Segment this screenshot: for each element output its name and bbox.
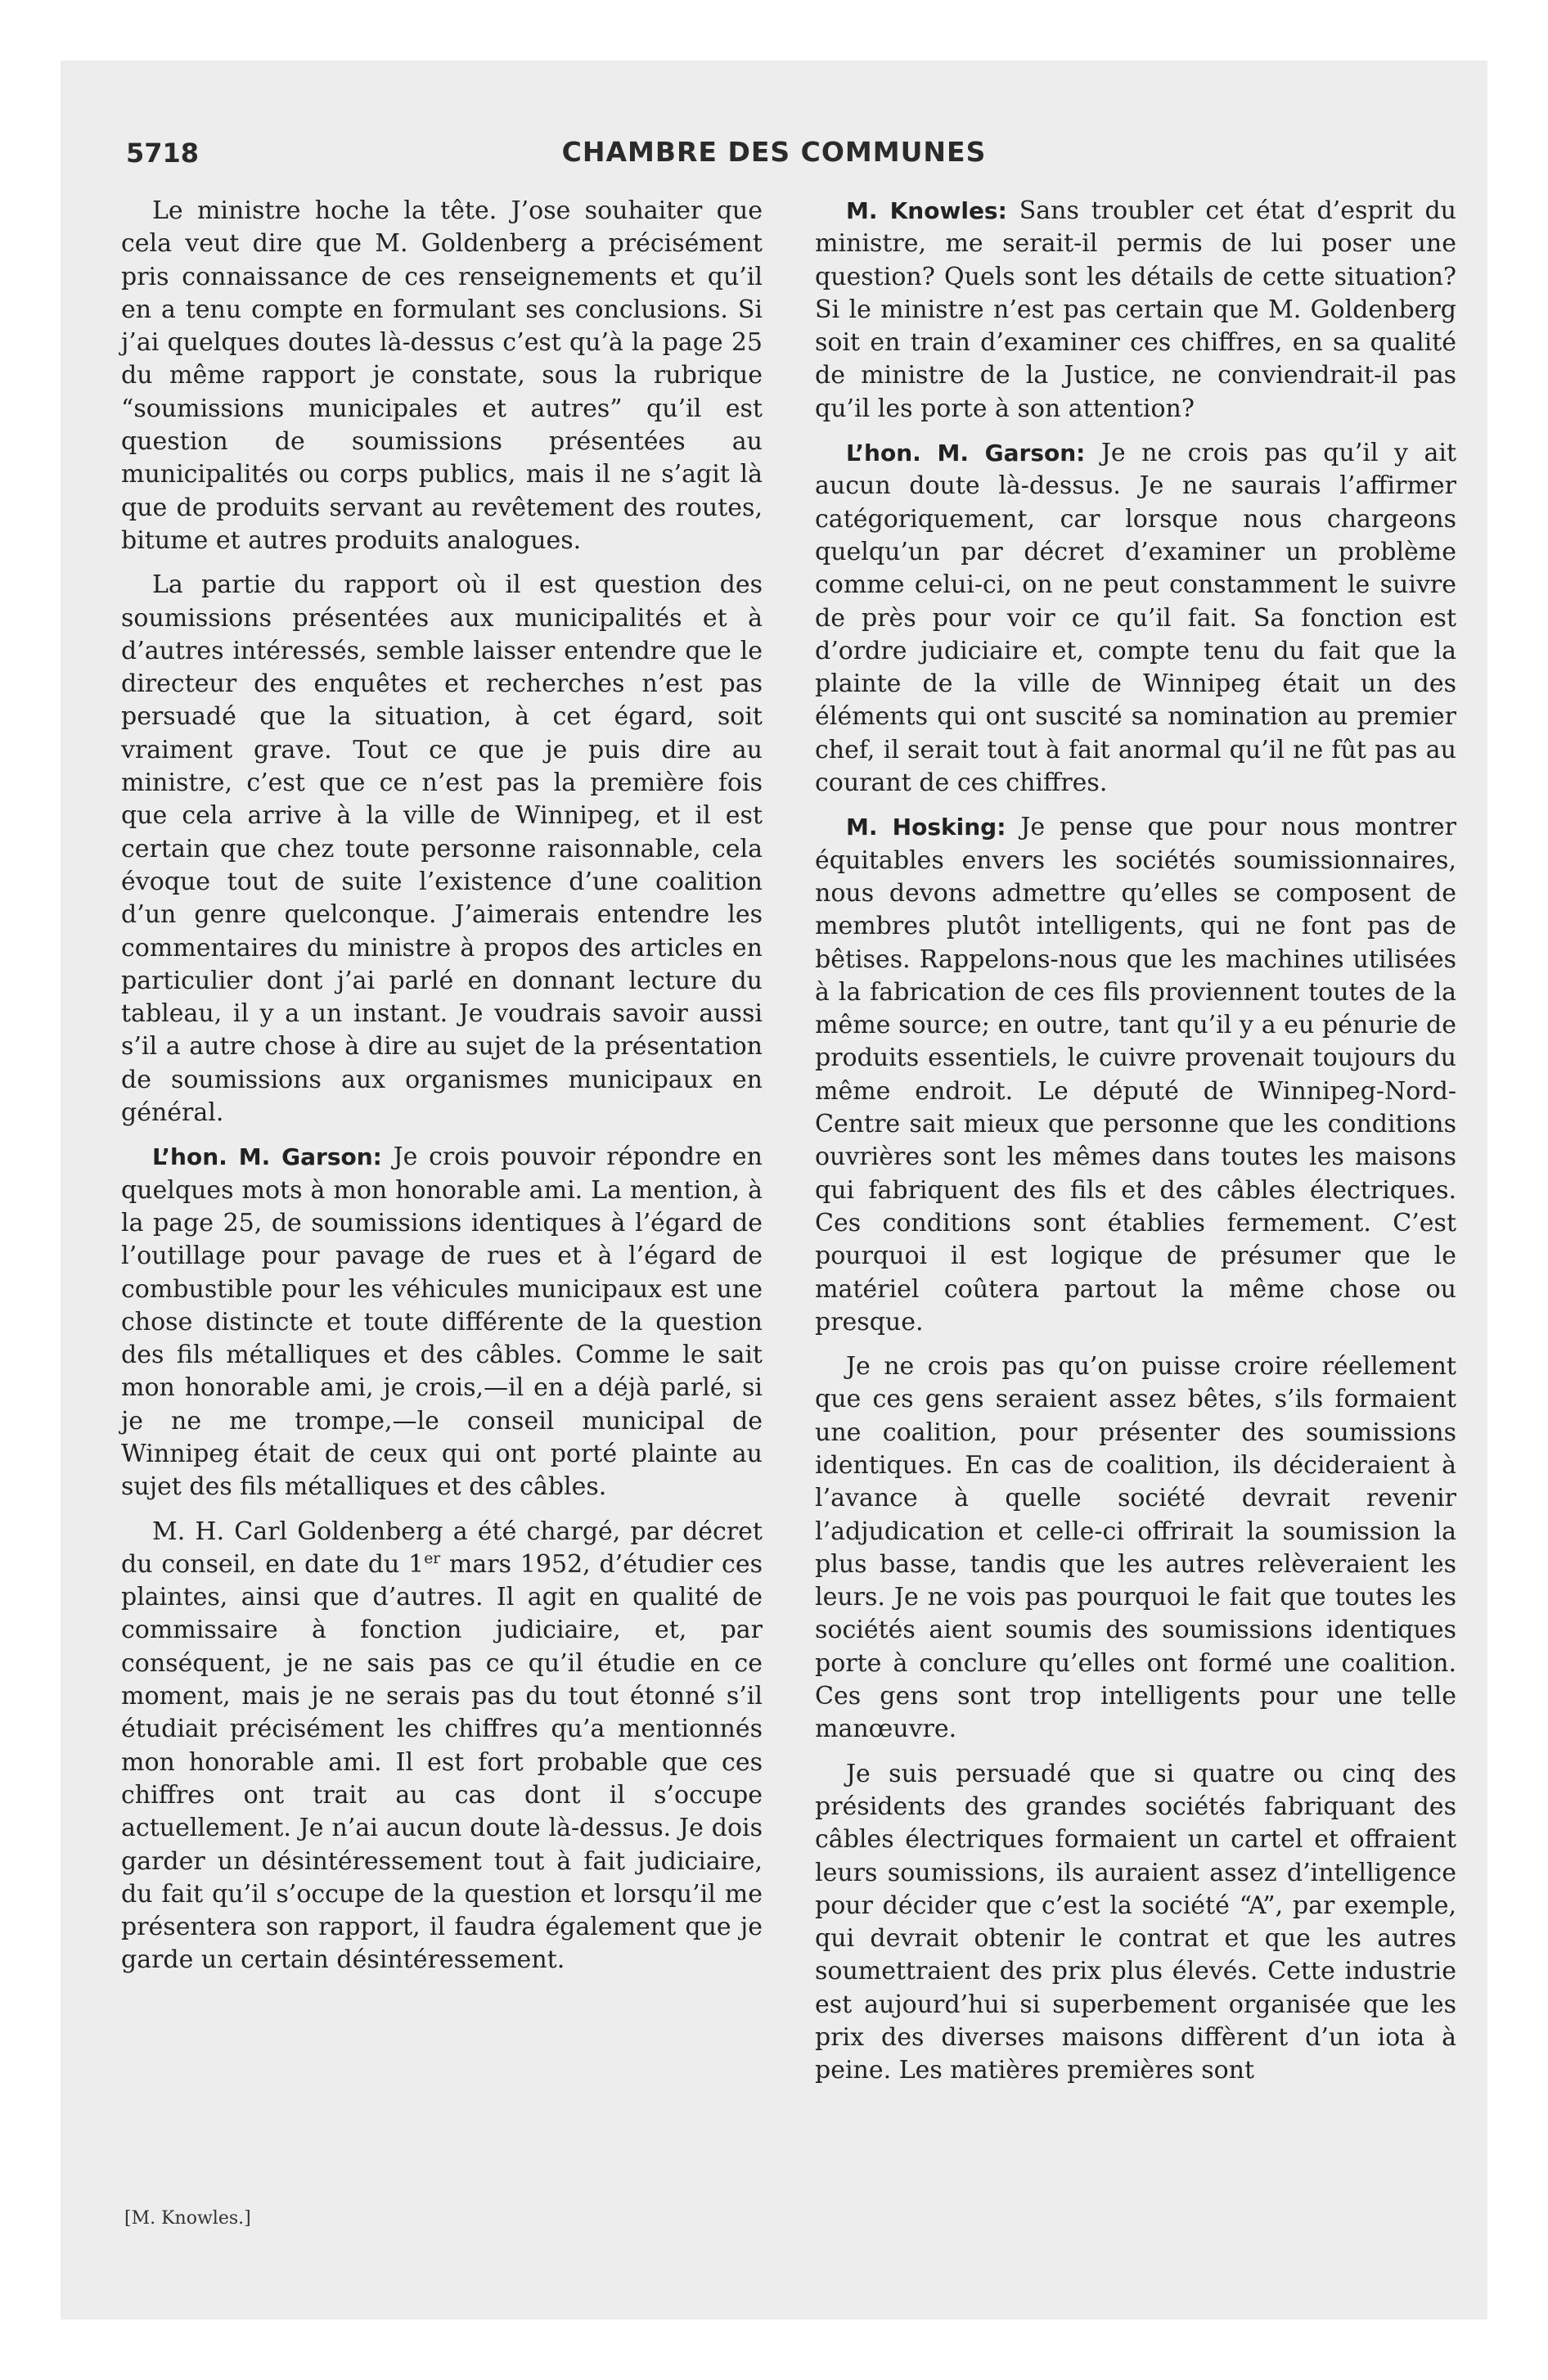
speaker-name: L’hon. M. Garson: [152, 1143, 382, 1171]
speech-text: mars 1952, d’étudier ces plaintes, ainsi que d’autres. Il agit en qualité de commissaire à fonction judiciaire, et, par conséquent, je ne sais pas ce qu’il étudie en ce moment, mais je ne serais pas du tout étonné s’il étudiait précisément les chiffres qu’a mentionnés mon honorable ami. Il est fort probable que ces chiffres ont trait au cas dont il s’occupe actuellement. Je n’ai aucun doute là-dessus. Je dois garder un désintéressement tout à fait judiciaire, du fait qu’il s’occupe de la question et lorsqu’il me présentera son rapport, il faudra également que je garde un certain désintéressement. [121, 1549, 763, 1975]
speech-text: Je ne crois pas qu’il y ait aucun doute là-dessus. Je ne saurais l’affirmer catégoriquement, car lorsque nous chargeons quelqu’un par décret d’examiner un problème comme celui-ci, on ne peut constamment le suivre de près pour voir ce qu’il fait. Sa fonction est d’ordre judiciaire et, compte tenu du fait que la plainte de la ville de Winnipeg était un des éléments qui ont suscité sa nomination au premier chef, il serait tout à fait anormal qu’il ne fût pas au courant de ces chiffres. [815, 439, 1457, 798]
speech-text: M. H. Carl Goldenberg a été chargé, par décret du conseil, en date du 1 [121, 1517, 763, 1579]
right-column [815, 195, 1456, 2099]
speech-text: Je pense que pour nous montrer équitables envers les sociétés soumissionnaires, nous devons admettre qu’elles se composent de membres plutôt intelligents, qui ne font pas de bêtises. Rappelons-nous que les machines utilisées à la fabrication de ces fils proviennent toutes de la même source; en outre, tant qu’il y a eu pénurie de produits essentiels, le cuivre provenait toujours du même endroit. Le député de Winnipeg-Nord-Centre sait mieux que personne que les conditions ouvrières sont les mêmes dans toutes les maisons qui fabriquent des fils et des câbles électriques. Ces conditions sont établies fermement. C’est pourquoi il est logique de présumer que le matériel coûtera partout la même chose ou presque. [815, 813, 1456, 1336]
paragraph: La partie du rapport où il est question des soumissions présentées aux municipalités et à d’autres intéressés, semble laisser entendre que le directeur des enquêtes et recherches n’est pas persuadé que la situation, à cet égard, soit vraiment grave. Tout ce que je puis dire au ministre, c’est que ce n’est pas la première fois que cela arrive à la ville de Winnipeg, et il est certain que chez toute personne raisonnable, cela évoque tout de suite l’existence d’une coalition d’un genre quelconque. J’aimerais entendre les commentaires du ministre à propos des articles en particulier dont j’ai parlé en donnant lecture du tableau, il y a un instant. Je voudrais savoir aussi s’il a autre chose à dire au sujet de la présentation de soumissions aux organismes municipaux en général. [121, 570, 763, 1128]
paragraph: Le ministre hoche la tête. J’ose souhaiter que cela veut dire que M. Goldenberg a précisément pris connaissance de ces renseignements et qu’il en a tenu compte en formulant ses conclusions. Si j’ai quelques doutes là-dessus c’est qu’à la page 25 du même rapport je constate, sous la rubrique “soumissions municipales et autres” qu’il est question de soumissions présentées au municipalités ou corps publics, mais il ne s’agit là que de produits servant au revêtement des routes, bitume et autres produits analogues. [121, 196, 763, 555]
speaker-footnote: [M. Knowles.] [124, 2208, 251, 2229]
paragraph: Je ne crois pas qu’on puisse croire réellement que ces gens seraient assez bêtes, s’ils formaient une coalition, pour présenter des soumissions identiques. En cas de coalition, ils décideraient à l’avance à quelle société devrait revenir l’adjudication et celle-ci offrirait la soumission la plus basse, tandis que les autres relèveraient les leurs. Je ne vois pas pourquoi le fait que toutes les sociétés aient soumis des soumissions identiques porte à conclure qu’elles ont formé une coalition. Ces gens sont trop intelligents pour une telle manœuvre. [815, 1352, 1456, 1744]
ordinal-superscript: er [424, 1549, 441, 1567]
left-column [121, 195, 763, 1989]
paragraph [815, 195, 1456, 426]
paragraph [815, 811, 1456, 1339]
paragraph: Je suis persuadé que si quatre ou cinq des présidents des grandes sociétés fabriquant des câbles électriques formaient un cartel et offraient leurs soumissions, ils auraient assez d’intelligence pour décider que c’est la société “A”, par exemple, qui devrait obtenir le contrat et que les autres soumettraient des prix plus élevés. Cette industrie est aujourd’hui si superbement organisée que les prix des diverses maisons diffèrent d’un iota à peine. Les matières premières sont [815, 1759, 1456, 2085]
paragraph [121, 1141, 763, 1503]
speech-text: Je crois pouvoir répondre en quelques mots à mon honorable ami. La mention, à la page 25, de soumissions identiques à l’égard de l’outillage pour pavage de rues et à l’égard de combustible pour les véhicules municipaux est une chose distincte et toute différente de la question des fils métalliques et des câbles. Comme le sait mon honorable ami, je crois,—il en a déjà parlé, si je ne me trompe,—le conseil municipal de Winnipeg était de ceux qui ont porté plainte au sujet des fils métalliques et des câbles. [121, 1143, 763, 1502]
speaker-name: L’hon. M. Garson: [846, 439, 1086, 467]
speaker-name: M. Knowles: [846, 197, 1007, 224]
speech-text: Sans troubler cet état d’esprit du ministre, me serait-il permis de lui poser une question? Quels sont les détails de cette situation? Si le ministre n’est pas certain que M. Goldenberg soit en train d’examiner ces chiffres, en sa qualité de ministre de la Justice, ne conviendrait-il pas qu’il les porte à son attention? [815, 196, 1456, 423]
running-title: CHAMBRE DES COMMUNES [561, 136, 987, 168]
speaker-name: M. Hosking: [846, 814, 1006, 841]
paragraph [121, 1516, 763, 1977]
paragraph [815, 437, 1456, 800]
page-number: 5718 [126, 137, 200, 169]
